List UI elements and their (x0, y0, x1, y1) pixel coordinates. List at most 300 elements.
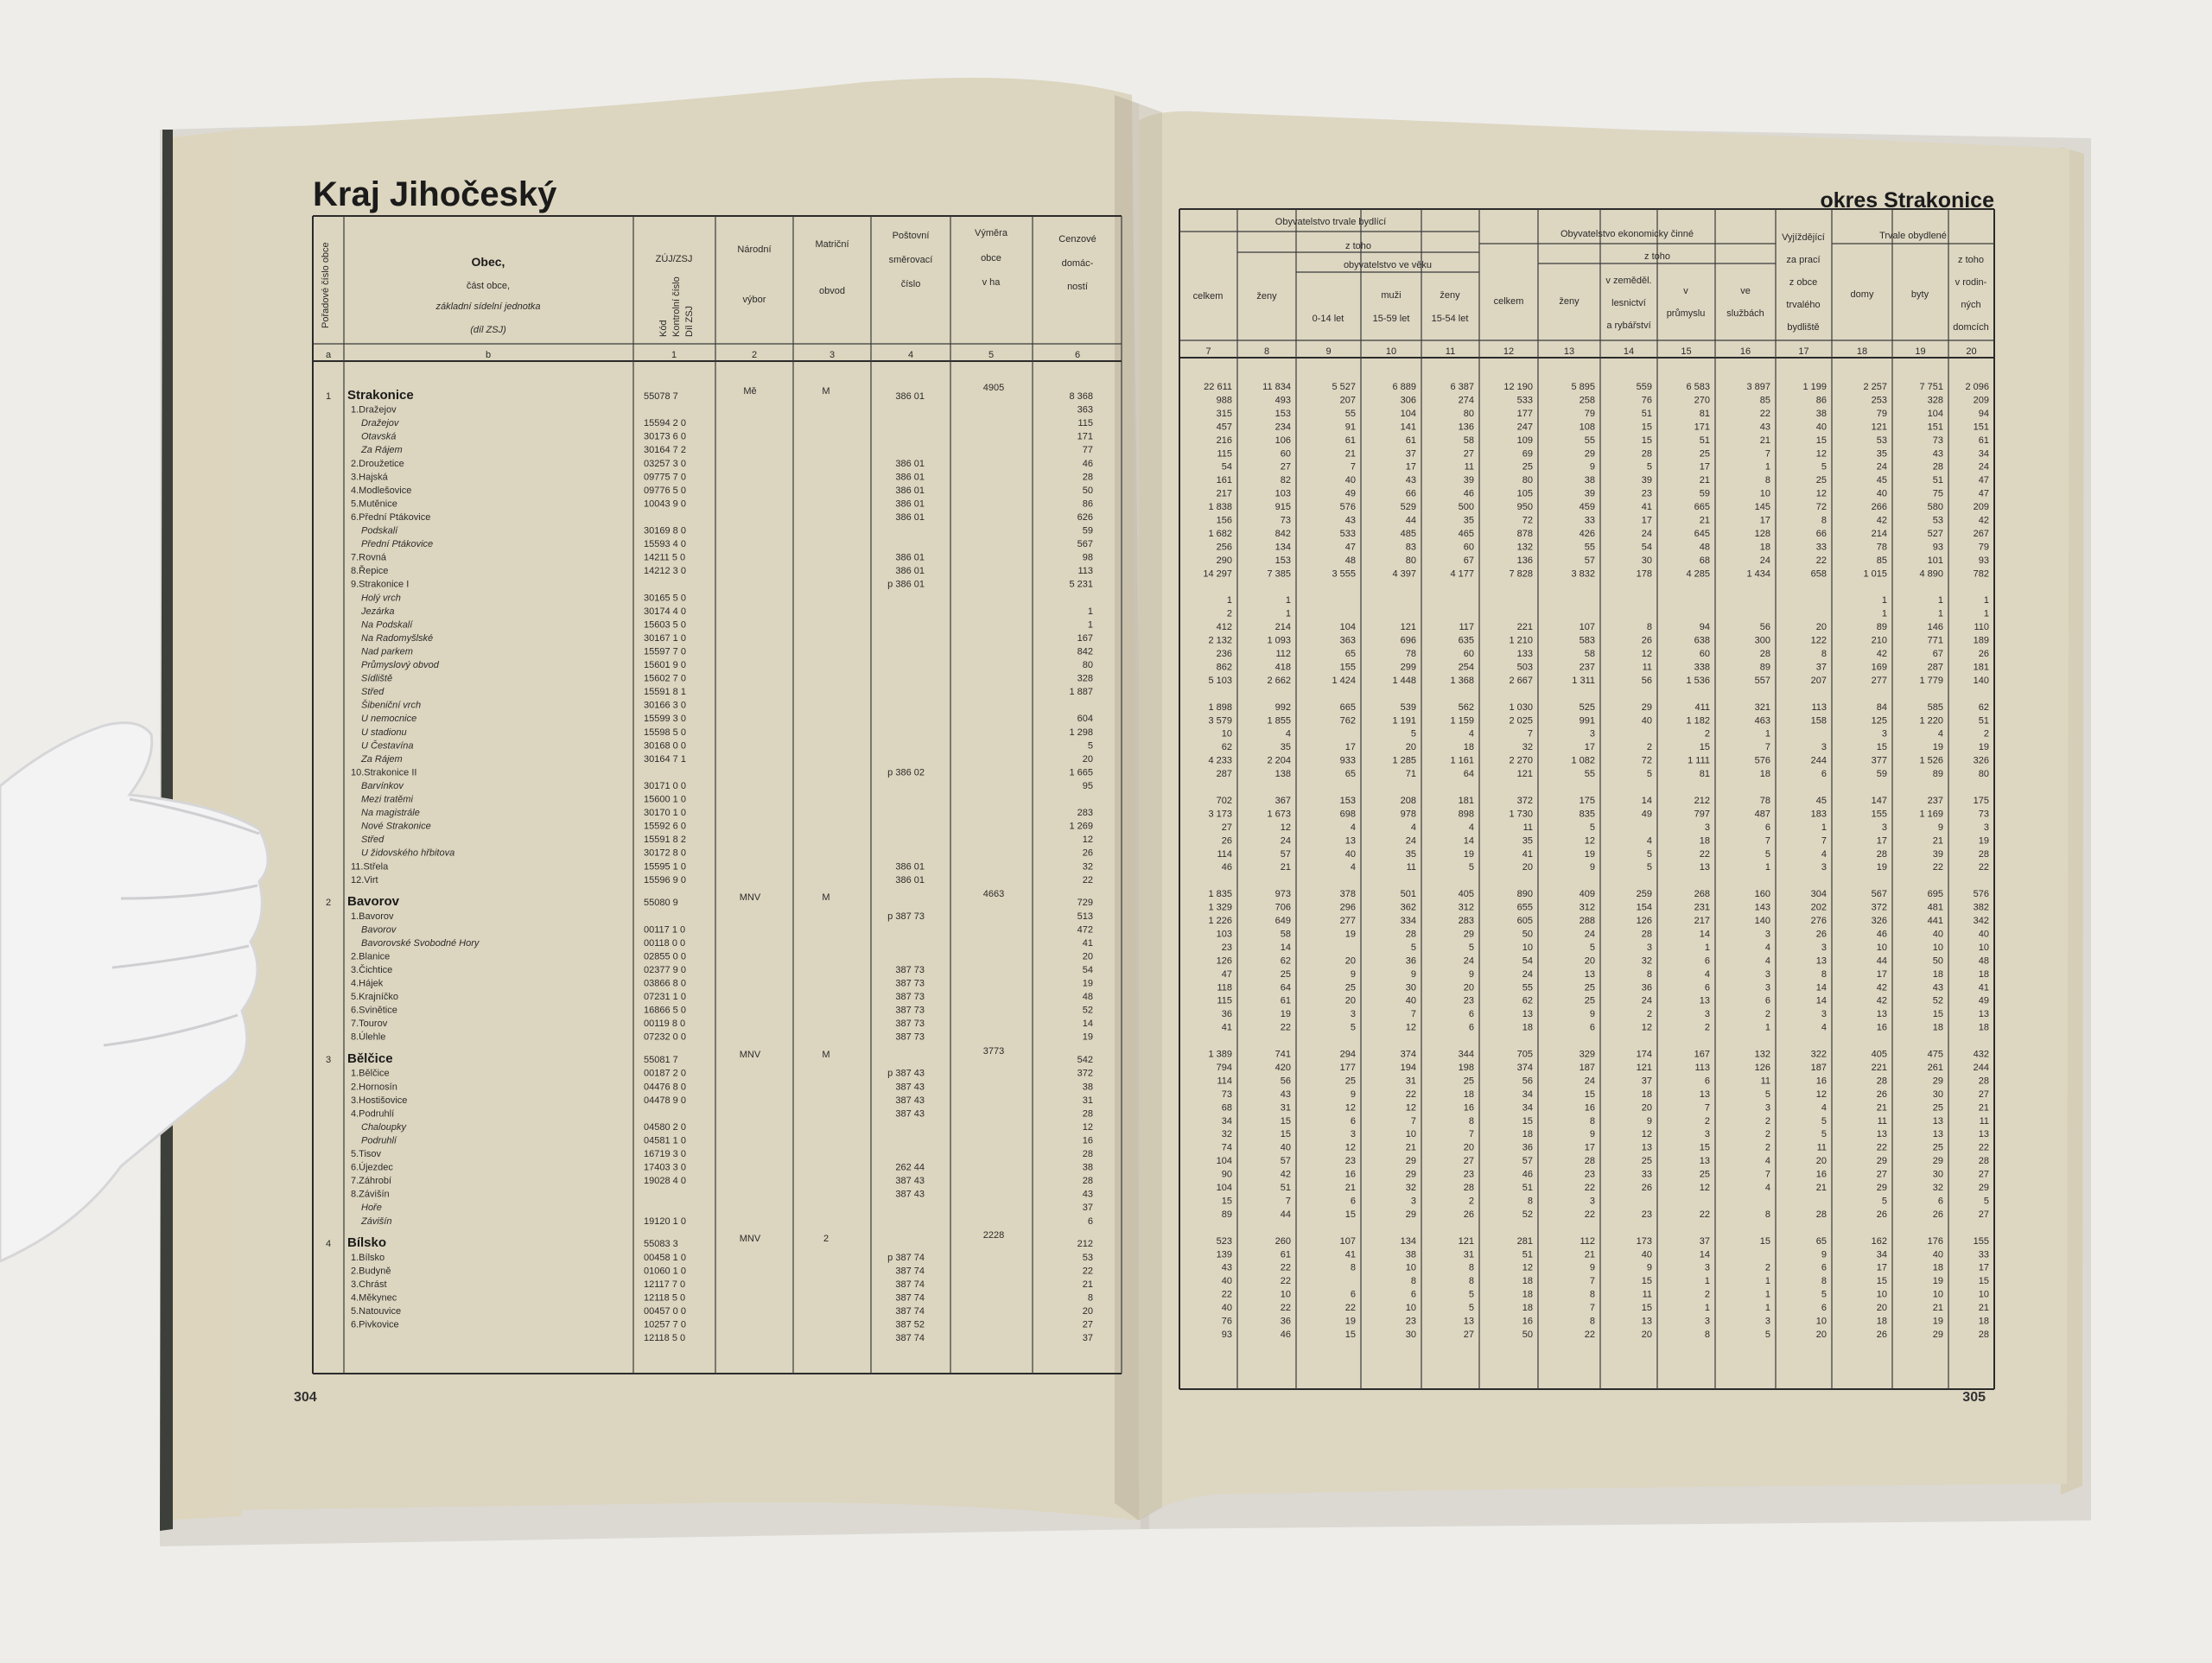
cell-value: 4 (1410, 822, 1416, 833)
cell-value: 6 (1764, 822, 1770, 833)
cell-value: 5 (1821, 1129, 1827, 1140)
cell-value: 27 (1221, 822, 1232, 833)
cell-value: 29 (1932, 1156, 1943, 1167)
cell-value: 15 (1280, 1129, 1291, 1140)
cell-value: 12 (1405, 1102, 1416, 1114)
cell-value: 104 (1339, 622, 1356, 633)
zsj-name: Mezi tratěmi (361, 794, 413, 805)
cell-value: 80 (1463, 408, 1474, 419)
psc: 386 01 (895, 874, 925, 885)
cell-value: 65 (1815, 1235, 1827, 1247)
cast-obce-name: 6.Svinětice (351, 1005, 397, 1016)
cell-value: 27 (1280, 461, 1291, 473)
cell-value: 5 (1821, 461, 1827, 473)
cell-value: 1 (1285, 595, 1291, 606)
psc: 387 73 (895, 992, 925, 1003)
cell-value: 25 (1699, 1169, 1710, 1180)
cell-value: 705 (1516, 1049, 1533, 1060)
cell-value: 304 (1810, 889, 1827, 900)
domacnosti: 167 (1077, 632, 1093, 644)
cell-value: 17 (1584, 742, 1595, 753)
cell-value: 113 (1694, 1062, 1710, 1073)
cell-value: 36 (1405, 955, 1416, 967)
psc: p 387 74 (887, 1252, 925, 1263)
cell-value: 12 (1641, 649, 1652, 659)
cell-value: 3 (1821, 942, 1827, 953)
cell-value: 1 285 (1392, 755, 1416, 766)
cell-value: 36 (1641, 982, 1652, 993)
cast-obce-name: 8.Závišín (351, 1189, 390, 1200)
zuj-code: 15592 6 0 (644, 821, 686, 832)
cell-value: 5 (1764, 1329, 1770, 1340)
cell-value: 7 (1764, 1169, 1770, 1180)
cell-value: 5 (1764, 1089, 1770, 1100)
cell-value: 60 (1463, 649, 1474, 659)
cell-value: 1 161 (1450, 755, 1474, 766)
cell-value: 10 (1932, 942, 1943, 953)
cell-value: 426 (1579, 528, 1595, 539)
zuj-code: 15602 7 0 (644, 673, 686, 684)
psc: 387 73 (895, 1019, 925, 1030)
cell-value: 24 (1759, 555, 1770, 566)
cell-value: 19 (1978, 742, 1989, 753)
cell-value: 94 (1978, 408, 1989, 419)
cast-obce-name: 4.Hájek (351, 978, 384, 989)
cell-value: 7 751 (1919, 382, 1943, 392)
cell-value: 794 (1216, 1062, 1232, 1073)
cell-value: 73 (1221, 1089, 1232, 1100)
cell-value: 62 (1522, 995, 1533, 1006)
cell-value: 3 (1821, 862, 1827, 873)
cell-value: 21 (1280, 862, 1291, 873)
cell-value: 18 (1932, 1022, 1943, 1033)
zsj-name: U nemocnice (361, 714, 417, 725)
cell-value: 1 424 (1332, 675, 1356, 686)
cell-value: 4 (1764, 1156, 1770, 1167)
header-smerovaci: směrovací (888, 255, 933, 265)
cell-value: 37 (1815, 662, 1827, 673)
zsj-name: Otavská (361, 431, 397, 442)
cell-value: 221 (1516, 622, 1533, 633)
cell-value: 4 (1350, 822, 1356, 833)
cell-value: 28 (1584, 1156, 1595, 1167)
cast-obce-name: 7.Rovná (351, 552, 386, 563)
cast-obce-name: 2.Blanice (351, 951, 391, 962)
cell-value: 8 (1646, 968, 1652, 980)
matricni-obvod: 2 (823, 1234, 830, 1245)
psc: 387 74 (895, 1279, 925, 1290)
cast-obce-name: 5.Krajníčko (351, 992, 399, 1003)
cell-value: 13 (1522, 1009, 1533, 1020)
domacnosti: 283 (1077, 808, 1093, 819)
zuj-code: 15600 1 0 (644, 794, 686, 805)
domacnosti: 28 (1082, 1108, 1093, 1120)
cell-value: 175 (1973, 795, 1989, 806)
cell-value: 338 (1694, 662, 1710, 673)
cell-value: 217 (1216, 488, 1232, 499)
cell-value: 13 (1932, 1129, 1943, 1140)
cell-value: 27 (1978, 1169, 1989, 1180)
cell-value: 22 (1280, 1262, 1291, 1273)
cell-value: 37 (1699, 1235, 1710, 1247)
zsj-name: Chaloupky (361, 1121, 406, 1133)
cell-value: 16 (1522, 1316, 1533, 1327)
cell-value: 9 (1646, 1262, 1652, 1273)
cell-value: 2 (1704, 1289, 1710, 1300)
cell-value: 8 (1821, 1276, 1827, 1287)
cell-value: 104 (1216, 1183, 1232, 1193)
cell-value: 76 (1641, 395, 1652, 406)
psc: 387 43 (895, 1176, 925, 1187)
cast-obce-name: 6.Újezdec (351, 1162, 393, 1173)
cell-value: 459 (1579, 502, 1595, 513)
zuj-code: 03257 3 0 (644, 458, 686, 469)
cell-value: 1 526 (1919, 755, 1943, 766)
cell-value: 2 (1646, 742, 1652, 753)
cell-value: 583 (1579, 635, 1595, 646)
zuj-code: 15595 1 0 (644, 861, 686, 873)
cell-value: 277 (1871, 675, 1887, 686)
cell-value: 36 (1280, 1316, 1291, 1327)
cell-value: 25 (1584, 982, 1595, 993)
cell-value: 22 (1280, 1022, 1291, 1033)
column-index-label: a (325, 350, 332, 360)
cell-value: 6 (1821, 1303, 1827, 1314)
cell-value: 11 (1979, 1115, 1989, 1127)
domacnosti: 19 (1082, 1031, 1093, 1043)
cell-value: 12 (1641, 1022, 1652, 1033)
cell-value: 115 (1217, 995, 1232, 1006)
cell-value: 21 (1699, 475, 1710, 486)
cell-value: 3 (1764, 929, 1770, 940)
cell-value: 500 (1458, 502, 1474, 513)
cast-obce-name: 7.Záhrobí (351, 1176, 392, 1187)
cell-value: 18 (1463, 1089, 1474, 1100)
cell-value: 175 (1579, 795, 1595, 806)
cell-value: 237 (1927, 795, 1943, 806)
cast-obce-name: 1.Bělčice (351, 1068, 390, 1079)
header-trvale-obydlene: Trvale obydlené (1879, 231, 1947, 241)
cast-obce-name: 5.Mutěnice (351, 498, 397, 510)
cell-value: 140 (1973, 675, 1989, 686)
cell-value: 6 889 (1392, 382, 1416, 392)
cell-value: 15 (1815, 435, 1827, 446)
cell-value: 6 (1350, 1289, 1356, 1300)
header-z-toho-3: z toho (1958, 255, 1984, 265)
header-vyjizdejici: Vyjíždějící (1782, 232, 1825, 243)
cell-value: 187 (1579, 1062, 1595, 1073)
cell-value: 22 (1280, 1303, 1291, 1314)
cell-value: 23 (1463, 995, 1474, 1006)
cell-value: 132 (1754, 1049, 1770, 1060)
cell-value: 3 (1704, 1316, 1710, 1327)
zuj-code: 55080 9 (644, 898, 678, 909)
cell-value: 329 (1579, 1049, 1595, 1060)
zuj-code: 12118 5 0 (644, 1333, 686, 1344)
cell-value: 6 (1704, 982, 1710, 993)
cell-value: 45 (1876, 475, 1887, 486)
cell-value: 61 (1405, 435, 1416, 446)
cell-value: 47 (1978, 488, 1989, 499)
zsj-name: Závišín (361, 1216, 392, 1227)
cell-value: 1 (1764, 1289, 1770, 1300)
cell-value: 51 (1522, 1249, 1533, 1260)
cell-value: 4 397 (1392, 568, 1416, 580)
domacnosti: 28 (1082, 472, 1093, 483)
zuj-code: 04476 8 0 (644, 1082, 686, 1093)
cell-value: 1 730 (1509, 809, 1533, 820)
cell-value: 5 (1468, 1303, 1474, 1314)
cell-value: 8 (1527, 1196, 1533, 1207)
cell-value: 56 (1280, 1076, 1291, 1087)
cell-value: 22 611 (1204, 382, 1232, 392)
cast-obce-name: 4.Podruhlí (351, 1108, 395, 1120)
domacnosti: 542 (1077, 1055, 1093, 1066)
cell-value: 231 (1694, 902, 1710, 913)
domacnosti: 28 (1082, 1149, 1093, 1160)
cell-value: 27 (1463, 448, 1474, 460)
page-title: okres Strakonice (1820, 188, 1994, 213)
domacnosti: 38 (1082, 1082, 1093, 1093)
cell-value: 27 (1978, 1209, 1989, 1220)
zsj-name: Na Radomyšlské (361, 632, 434, 644)
cell-value: 93 (1221, 1329, 1232, 1340)
cell-value: 40 (1932, 1249, 1943, 1260)
domacnosti: 32 (1082, 861, 1093, 873)
cell-value: 25 (1641, 1156, 1652, 1167)
cell-value: 66 (1405, 488, 1416, 499)
cell-value: 1 389 (1208, 1049, 1232, 1060)
zuj-code: 30172 8 0 (644, 847, 686, 859)
zuj-code: 16719 3 0 (644, 1149, 686, 1160)
cell-value: 312 (1579, 902, 1595, 913)
cell-value: 268 (1694, 889, 1710, 900)
header-15-54: 15-54 let (1431, 314, 1469, 324)
header-dil: Díl ZSJ (684, 305, 695, 337)
domacnosti: 46 (1082, 458, 1093, 469)
cell-value: 13 (1699, 995, 1710, 1006)
cell-value: 1 368 (1450, 675, 1474, 686)
cell-value: 18 (1876, 1316, 1887, 1327)
cell-value: 62 (1978, 701, 1989, 713)
cell-value: 4 (1764, 942, 1770, 953)
cell-value: 18 (1522, 1303, 1533, 1314)
cell-value: 441 (1927, 916, 1943, 926)
cell-value: 3 (1589, 1196, 1595, 1207)
cell-value: 12 190 (1503, 382, 1533, 392)
zsj-name: U stadionu (361, 727, 407, 738)
cell-value: 31 (1463, 1249, 1474, 1260)
cell-value: 1 (1704, 1276, 1710, 1287)
cell-value: 139 (1216, 1249, 1232, 1260)
cell-value: 973 (1274, 889, 1291, 900)
cell-value: 43 (1344, 515, 1356, 526)
cell-value: 377 (1871, 755, 1887, 766)
cell-value: 10 (1978, 1289, 1989, 1300)
cell-value: 21 (1759, 435, 1770, 446)
cell-value: 533 (1339, 528, 1356, 539)
cell-value: 161 (1216, 475, 1232, 486)
cell-value: 15 (1280, 1115, 1291, 1127)
cell-value: 101 (1927, 555, 1943, 566)
zsj-name: Za Rájem (361, 753, 403, 765)
cell-value: 31 (1280, 1102, 1291, 1114)
cell-value: 78 (1405, 649, 1416, 659)
cell-value: 26 (1641, 1183, 1652, 1193)
column-index-label: 2 (751, 350, 758, 360)
cell-value: 56 (1759, 622, 1770, 633)
cell-value: 28 (1641, 448, 1652, 460)
cell-value: 156 (1216, 515, 1232, 526)
cell-value: 15 (1876, 742, 1887, 753)
cell-value: 19 (1344, 929, 1356, 940)
domacnosti: 77 (1082, 445, 1093, 456)
cell-value: 160 (1754, 889, 1770, 900)
cell-value: 105 (1516, 488, 1533, 499)
cell-value: 20 (1641, 1329, 1652, 1340)
psc: 386 01 (895, 511, 925, 523)
cell-value: 38 (1815, 408, 1827, 419)
cell-value: 4 233 (1208, 755, 1232, 766)
domacnosti: 212 (1077, 1239, 1093, 1250)
cell-value: 61 (1978, 435, 1989, 446)
domacnosti: 53 (1082, 1252, 1093, 1263)
cell-value: 432 (1973, 1049, 1989, 1060)
cell-value: 24 (1641, 995, 1652, 1006)
cell-value: 145 (1754, 502, 1770, 513)
cell-value: 174 (1636, 1049, 1652, 1060)
cell-value: 89 (1759, 662, 1770, 673)
domacnosti: 26 (1082, 847, 1093, 859)
cell-value: 457 (1216, 422, 1232, 433)
cell-value: 322 (1810, 1049, 1827, 1060)
cell-value: 363 (1339, 635, 1356, 646)
row-number: 1 (325, 391, 332, 402)
cell-value: 362 (1400, 902, 1416, 913)
cell-value: 118 (1217, 982, 1232, 993)
header-celkem-2: celkem (1493, 296, 1524, 307)
narodni-vybor: Mě (743, 386, 757, 397)
cell-value: 72 (1641, 755, 1652, 766)
cell-value: 14 (1463, 835, 1474, 847)
cell-value: 1 199 (1802, 382, 1827, 392)
cell-value: 78 (1876, 542, 1887, 553)
cell-value: 24 (1405, 835, 1416, 847)
cell-value: 25 (1932, 1102, 1943, 1114)
zsj-name: Holý vrch (361, 593, 401, 604)
cell-value: 1 (1983, 595, 1989, 606)
cell-value: 62 (1280, 955, 1291, 967)
cell-value: 288 (1579, 916, 1595, 926)
cell-value: 27 (1876, 1169, 1887, 1180)
cell-value: 1 838 (1208, 502, 1232, 513)
cell-value: 635 (1458, 635, 1474, 646)
cell-value: 79 (1978, 542, 1989, 553)
cell-value: 75 (1932, 488, 1943, 499)
cell-value: 8 (1350, 1262, 1356, 1273)
cell-value: 55 (1522, 982, 1533, 993)
column-index-label: 14 (1623, 346, 1635, 357)
column-index-label: 11 (1445, 346, 1456, 357)
column-index-label: 17 (1798, 346, 1809, 357)
cell-value: 405 (1458, 889, 1474, 900)
zuj-code: 09776 5 0 (644, 485, 686, 496)
cell-value: 237 (1579, 662, 1595, 673)
cell-value: 14 (1280, 942, 1291, 953)
cell-value: 216 (1216, 435, 1232, 446)
vymera-ha: 4905 (982, 383, 1005, 393)
cell-value: 5 (1410, 942, 1416, 953)
cell-value: 18 (1699, 835, 1710, 847)
cell-value: 17 (1876, 1262, 1887, 1273)
cell-value: 1 210 (1509, 635, 1533, 646)
cell-value: 20 (1641, 1102, 1652, 1114)
header-narodni: Národní (737, 244, 772, 255)
cell-value: 1 311 (1572, 675, 1595, 686)
cell-value: 176 (1927, 1235, 1943, 1247)
cell-value: 19 (1280, 1009, 1291, 1020)
cell-value: 258 (1579, 395, 1595, 406)
cell-value: 4 (1821, 1102, 1827, 1114)
cell-value: 15 (1641, 422, 1652, 433)
cell-value: 54 (1522, 955, 1533, 967)
cell-value: 28 (1978, 1076, 1989, 1087)
cell-value: 7 (1821, 835, 1827, 847)
zuj-code: 30171 0 0 (644, 780, 686, 791)
cell-value: 85 (1876, 555, 1887, 566)
cast-obce-name: 8.Úlehle (351, 1031, 386, 1043)
domacnosti: 113 (1077, 566, 1093, 577)
column-index-label: 13 (1563, 346, 1575, 357)
zsj-name: Střed (361, 835, 385, 846)
cell-value: 207 (1339, 395, 1356, 406)
cell-value: 8 (1589, 1115, 1595, 1127)
psc: 387 43 (895, 1108, 925, 1120)
cell-value: 696 (1400, 635, 1416, 646)
cell-value: 35 (1876, 448, 1887, 460)
cell-value: 374 (1400, 1049, 1416, 1060)
cell-value: 8 (1468, 1115, 1474, 1127)
cell-value: 173 (1636, 1235, 1652, 1247)
cell-value: 3 173 (1208, 809, 1232, 820)
cell-value: 13 (1815, 955, 1827, 967)
cell-value: 741 (1274, 1049, 1291, 1060)
cell-value: 3 (1704, 822, 1710, 833)
domacnosti: 16 (1082, 1135, 1093, 1146)
cell-value: 771 (1927, 635, 1943, 646)
header-z-obce: z obce (1789, 277, 1818, 288)
cell-value: 1 182 (1686, 715, 1710, 727)
cell-value: 22 (1876, 1142, 1887, 1153)
cell-value: 14 (1815, 982, 1827, 993)
cell-value: 15 (1932, 1009, 1943, 1020)
column-index-label: 6 (1074, 350, 1081, 360)
cell-value: 8 (1410, 1276, 1416, 1287)
cell-value: 328 (1927, 395, 1943, 406)
cell-value: 3 (1881, 822, 1887, 833)
cell-value: 18 (1759, 542, 1770, 553)
cell-value: 261 (1927, 1062, 1943, 1073)
cell-value: 155 (1871, 809, 1887, 820)
cell-value: 1 (1764, 862, 1770, 873)
psc: p 386 01 (887, 579, 925, 590)
cell-value: 5 895 (1571, 382, 1595, 392)
cell-value: 126 (1754, 1062, 1770, 1073)
domacnosti: 31 (1082, 1095, 1093, 1106)
domacnosti: 28 (1082, 1176, 1093, 1187)
cell-value: 208 (1400, 795, 1416, 806)
cell-value: 412 (1216, 622, 1232, 633)
